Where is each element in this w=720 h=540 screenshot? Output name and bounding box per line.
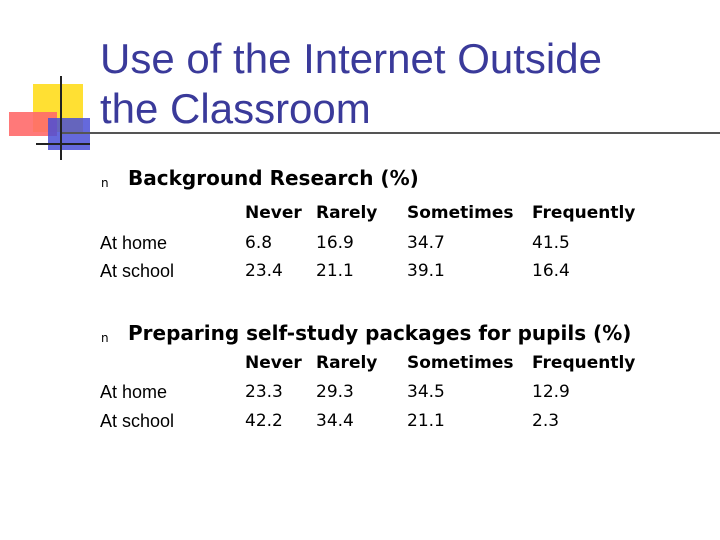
decor-blue-square bbox=[48, 118, 90, 150]
cell-sometimes: 39.1 bbox=[407, 261, 445, 281]
column-header-sometimes: Sometimes bbox=[407, 203, 514, 223]
column-header-frequently: Frequently bbox=[532, 203, 636, 223]
cell-frequently: 41.5 bbox=[532, 233, 570, 253]
decor-horizontal-line bbox=[36, 143, 90, 145]
cell-rarely: 29.3 bbox=[316, 382, 354, 402]
cell-frequently: 12.9 bbox=[532, 382, 570, 402]
cell-rarely: 16.9 bbox=[316, 233, 354, 253]
column-header-never: Never bbox=[245, 203, 302, 223]
cell-sometimes: 34.7 bbox=[407, 233, 445, 253]
slide-title-line1: Use of the Internet Outside bbox=[100, 35, 602, 82]
cell-never: 23.4 bbox=[245, 261, 283, 281]
slide-title bbox=[100, 34, 710, 134]
bullet-icon: n bbox=[101, 331, 109, 345]
cell-rarely: 34.4 bbox=[316, 411, 354, 431]
cell-frequently: 16.4 bbox=[532, 261, 570, 281]
cell-never: 6.8 bbox=[245, 233, 273, 253]
section-heading: Preparing self-study packages for pupils (%) bbox=[128, 321, 632, 345]
cell-rarely: 21.1 bbox=[316, 261, 354, 281]
cell-never: 23.3 bbox=[245, 382, 283, 402]
cell-never: 42.2 bbox=[245, 411, 283, 431]
row-label: At school bbox=[100, 261, 175, 281]
row-label: At home bbox=[100, 233, 168, 253]
cell-sometimes: 21.1 bbox=[407, 411, 445, 431]
row-label: At home bbox=[100, 382, 168, 402]
column-header-rarely: Rarely bbox=[316, 203, 378, 223]
column-header-rarely: Rarely bbox=[316, 353, 378, 373]
bullet-icon: n bbox=[101, 176, 109, 190]
section-heading: Background Research (%) bbox=[128, 166, 419, 190]
row-label: At school bbox=[100, 411, 175, 431]
slide-title-line2: the Classroom bbox=[100, 85, 371, 132]
cell-frequently: 2.3 bbox=[532, 411, 560, 431]
column-header-never: Never bbox=[245, 353, 302, 373]
column-header-frequently: Frequently bbox=[532, 353, 636, 373]
cell-sometimes: 34.5 bbox=[407, 382, 445, 402]
column-header-sometimes: Sometimes bbox=[407, 353, 514, 373]
decor-vertical-line bbox=[60, 76, 62, 160]
